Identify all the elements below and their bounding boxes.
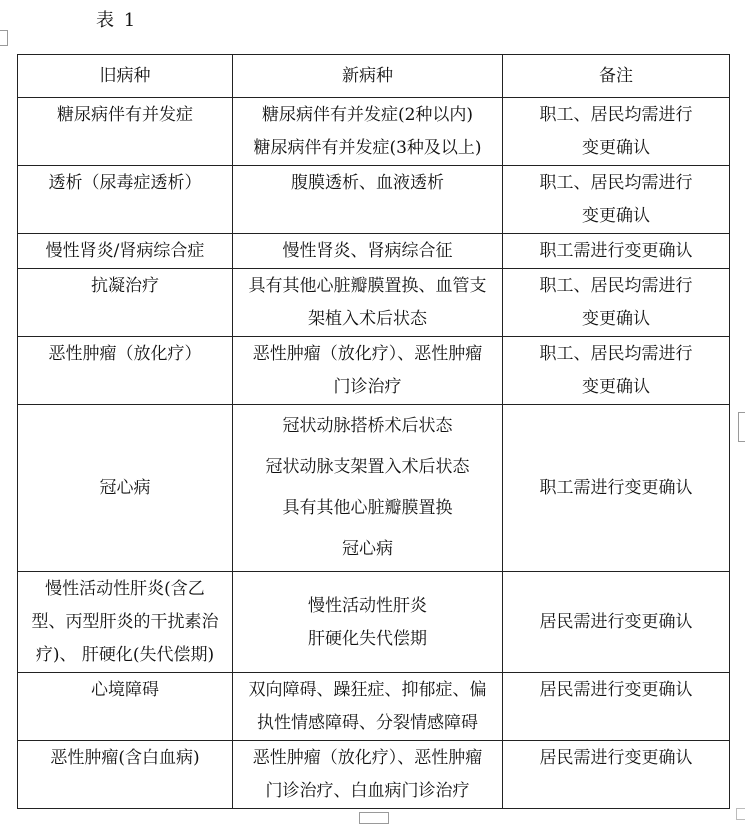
cell-text-line: 具有其他心脏瓣膜置换、血管支 <box>248 276 487 296</box>
cell-text-line: 居民需进行变更确认 <box>539 680 693 700</box>
cell-text-line: 糖尿病伴有并发症 <box>57 105 193 125</box>
cell-text-line: 透析（尿毒症透析） <box>48 173 202 193</box>
new-disease-cell <box>233 269 503 337</box>
cell-text-line: 架植入术后状态 <box>308 309 427 329</box>
cell-text-line: 居民需进行变更确认 <box>539 612 693 632</box>
table-row <box>18 269 730 337</box>
new-disease-cell <box>233 234 503 269</box>
table-row <box>18 98 730 166</box>
cell-text-line: 具有其他心脏瓣膜置换 <box>282 498 453 518</box>
cell-text-line: 恶性肿瘤（放化疗）、恶性肿瘤 <box>252 748 483 768</box>
note-cell <box>503 98 730 166</box>
cell-text-line: 职工、居民均需进行 <box>539 105 693 125</box>
cell-text-line: 职工、居民均需进行 <box>539 173 693 193</box>
cell-text-line: 冠状动脉搭桥术后状态 <box>282 416 453 436</box>
old-disease-cell <box>18 741 233 809</box>
new-disease-cell <box>233 572 503 673</box>
table-move-handle[interactable] <box>0 30 8 46</box>
disease-table <box>17 54 730 809</box>
cell-text-line: 慢性肾炎/肾病综合症 <box>45 241 205 261</box>
old-disease-cell <box>18 269 233 337</box>
cell-text-line: 职工需进行变更确认 <box>539 241 693 261</box>
note-cell <box>503 337 730 405</box>
cell-text-line: 腹膜透析、血液透析 <box>291 173 444 193</box>
cell-text-line: 门诊治疗 <box>333 377 402 397</box>
old-disease-cell <box>18 673 233 741</box>
cell-text-line: 恶性肿瘤(含白血病) <box>50 748 200 768</box>
cell-text-line: 执性情感障碍、分裂情感障碍 <box>257 713 478 733</box>
cell-text-line: 慢性活动性肝炎 <box>308 595 427 616</box>
cell-text-line: 门诊治疗、白血病门诊治疗 <box>265 781 470 801</box>
cell-text-line: 冠心病 <box>342 539 393 559</box>
cell-text-line: 双向障碍、躁狂症、抑郁症、偏 <box>248 680 487 700</box>
cell-text-line: 职工、居民均需进行 <box>539 344 693 364</box>
table-row <box>18 337 730 405</box>
cell-text-line: 糖尿病伴有并发症(3种及以上) <box>253 138 482 158</box>
table-resize-handle[interactable] <box>736 808 745 820</box>
table-row <box>18 741 730 809</box>
new-disease-cell <box>233 673 503 741</box>
header-old-disease: 旧病种 <box>18 55 233 98</box>
table-row <box>18 405 730 572</box>
cell-text-line: 变更确认 <box>582 138 650 158</box>
table-caption: 表 1 <box>96 10 138 31</box>
cell-text-line: 慢性活动性肝炎(含乙 <box>45 579 205 599</box>
cell-text-line: 糖尿病伴有并发症(2种以内) <box>261 105 474 125</box>
table-header-row <box>18 55 730 98</box>
note-cell <box>503 234 730 269</box>
old-disease-cell <box>18 166 233 234</box>
cell-text-line: 抗凝治疗 <box>91 276 159 296</box>
cell-text-line: 冠状动脉支架置入术后状态 <box>265 457 470 477</box>
cell-text-line: 心境障碍 <box>91 680 159 700</box>
table-row <box>18 673 730 741</box>
new-disease-cell <box>233 98 503 166</box>
note-cell <box>503 741 730 809</box>
cell-text-line: 恶性肿瘤（放化疗） <box>48 344 202 364</box>
note-cell <box>503 269 730 337</box>
cell-text-line: 变更确认 <box>582 206 650 226</box>
cell-text-line: 型、丙型肝炎的干扰素治 <box>31 612 219 632</box>
old-disease-cell <box>18 405 233 572</box>
table-row <box>18 234 730 269</box>
note-cell <box>503 673 730 741</box>
note-cell <box>503 405 730 572</box>
cell-text-line: 居民需进行变更确认 <box>539 748 693 768</box>
cell-text-line: 冠心病 <box>99 478 151 498</box>
old-disease-cell <box>18 98 233 166</box>
cell-text-line: 职工需进行变更确认 <box>539 478 693 498</box>
new-disease-cell <box>233 741 503 809</box>
old-disease-cell <box>18 337 233 405</box>
cell-text-line: 变更确认 <box>582 309 650 329</box>
cell-text-line: 肝硬化失代偿期 <box>308 628 427 649</box>
new-disease-cell <box>233 337 503 405</box>
add-column-handle[interactable] <box>738 412 745 442</box>
add-row-handle[interactable] <box>359 812 389 824</box>
note-cell <box>503 572 730 673</box>
header-note: 备注 <box>503 55 730 98</box>
header-new-disease: 新病种 <box>233 55 503 98</box>
cell-text-line: 职工、居民均需进行 <box>539 276 693 296</box>
table-body <box>18 98 730 809</box>
note-cell <box>503 166 730 234</box>
cell-text-line: 慢性肾炎、肾病综合征 <box>282 241 453 261</box>
old-disease-cell <box>18 572 233 673</box>
old-disease-cell <box>18 234 233 269</box>
cell-text-line: 恶性肿瘤（放化疗）、恶性肿瘤 <box>252 344 483 364</box>
new-disease-cell <box>233 405 503 572</box>
table-row <box>18 166 730 234</box>
new-disease-cell <box>233 166 503 234</box>
cell-text-line: 疗)、 肝硬化(失代偿期) <box>35 645 215 665</box>
cell-text-line: 变更确认 <box>582 377 650 397</box>
table-row <box>18 572 730 673</box>
